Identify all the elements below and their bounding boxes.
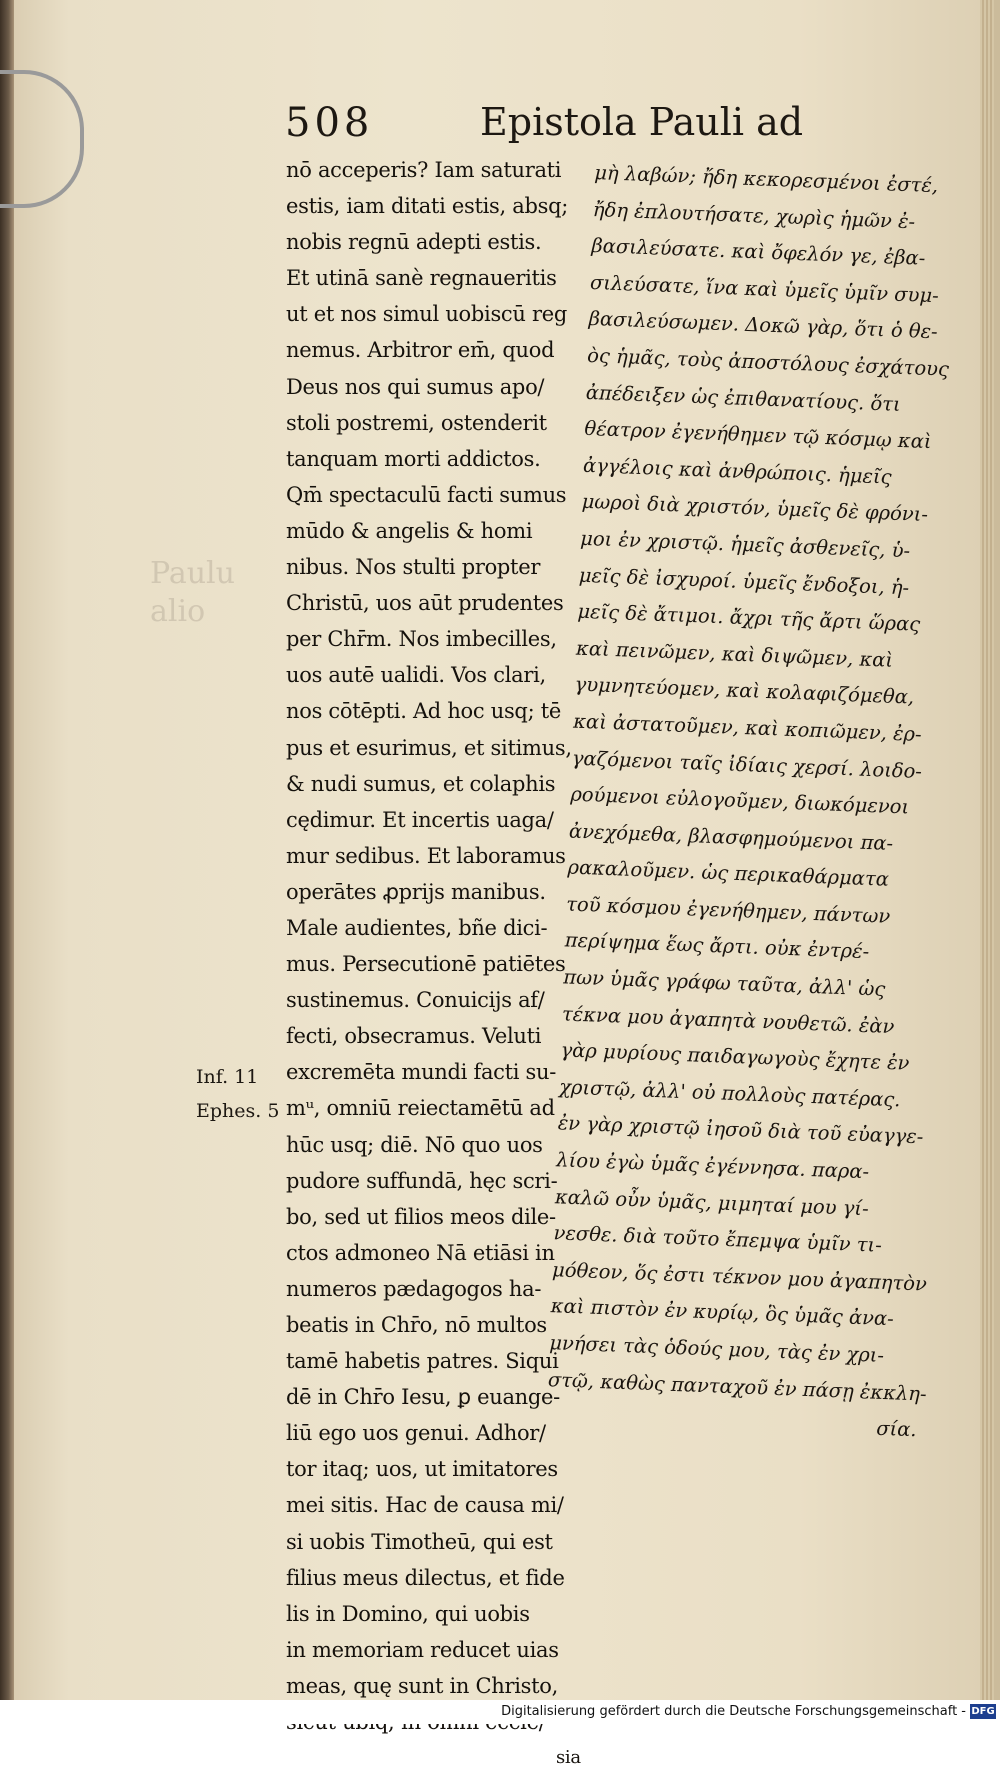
greek-line: γαζόμενοι ταῖς ἰδίαις χερσί. λοιδο- <box>571 746 923 783</box>
greek-line: τοῦ κόσμου ἐγενήθημεν, πάντων <box>565 892 891 928</box>
greek-line: μωροὶ διὰ χριστόν, ὑμεῖς δὲ φρόνι- <box>581 490 929 527</box>
greek-line: περίψημα ἕως ἄρτι. οὐκ ἐντρέ- <box>564 928 870 964</box>
greek-line: νεσθε. διὰ τοῦτο ἔπεμψα ὑμῖν τι- <box>553 1221 883 1258</box>
show-through-text <box>150 555 235 631</box>
latin-line: mᵘ, omniū reiectamētū ad <box>286 1096 555 1121</box>
greek-line-tail: σία. <box>875 1416 918 1442</box>
latin-line: nos cōtēpti. Ad hoc usq; tē <box>286 699 561 724</box>
margin-note: Inf. 11 <box>196 1066 259 1088</box>
latin-line: mus. Persecutionē patiētes <box>286 952 566 977</box>
latin-line: filius meus dilectus, et fide <box>286 1565 565 1590</box>
greek-line: πων ὑμᾶς γράφω ταῦτα, ἀλλ' ὡς <box>562 965 886 1001</box>
latin-line: sustinemus. Conuicijs af/ <box>286 988 545 1013</box>
dfg-logo: DFG <box>971 1706 995 1717</box>
latin-text-column <box>286 152 596 1776</box>
greek-line: καλῶ οὖν ὑμᾶς, μιμηταί μου γί- <box>554 1184 870 1220</box>
latin-line: bo, sed ut filios meos dile- <box>286 1204 556 1229</box>
latin-line: dē in Chr̄o Iesu, ꝑ euange- <box>286 1385 560 1410</box>
greek-line: ἤδη ἐπλουτήσατε, χωρὶς ἡμῶν ἐ- <box>592 197 916 233</box>
latin-line: nibus. Nos stulti propter <box>286 555 541 580</box>
latin-line: beatis in Chr̄o, nō multos <box>286 1313 547 1337</box>
latin-line: mei sitis. Hac de causa mi/ <box>286 1493 564 1518</box>
greek-line: θέατρον ἐγενήθημεν τῷ κόσμῳ καὶ <box>584 416 932 454</box>
latin-line: in memoriam reducet uias <box>286 1637 559 1662</box>
greek-text-column <box>546 155 995 1450</box>
latin-line: tanquam morti addictos. <box>286 446 541 471</box>
latin-line: uos autē ualidi. Vos clari, <box>286 663 546 688</box>
latin-line: hūc usq; diē. Nō quo uos <box>286 1132 543 1157</box>
latin-line: Qm̄ spectaculū facti sumus <box>286 482 567 507</box>
greek-line: βασιλεύσωμεν. Δοκῶ γὰρ, ὅτι ὁ θε- <box>588 307 939 344</box>
latin-line: pudore suffundā, hęc scri- <box>286 1168 558 1193</box>
latin-line: per Chr̄m. Nos imbecilles, <box>286 627 557 652</box>
greek-line: καὶ ἀστατοῦμεν, καὶ κοπιῶμεν, ἐρ- <box>572 709 923 746</box>
greek-line: ὸς ἡμᾶς, τοὺς ἀποστόλους ἐσχάτους <box>586 343 950 381</box>
greek-line: ἐν γὰρ χριστῷ ἰησοῦ διὰ τοῦ εὐαγγε- <box>557 1111 924 1149</box>
latin-line: si uobis Timotheū, qui est <box>286 1529 553 1554</box>
greek-line: μεῖς δὲ ἄτιμοι. ἄχρι τῆς ἄρτι ὥρας <box>577 599 921 636</box>
greek-line: βασιλεύσατε. καὶ ὄφελόν γε, ἐβα- <box>591 234 926 270</box>
latin-line: tamē habetis patres. Siqui <box>286 1349 559 1374</box>
margin-notes <box>196 1060 288 1128</box>
greek-line: μὴ λαβών; ἤδη κεκορεσμένοι ἐστέ, <box>593 160 939 198</box>
greek-line: μεῖς δὲ ἰσχυροί. ὑμεῖς ἔνδοξοι, ἡ- <box>578 563 910 599</box>
latin-line: numeros pædagogos ha- <box>286 1276 542 1301</box>
latin-line: tor itaq; uos, ut imitatores <box>286 1457 558 1482</box>
greek-line: ρούμενοι εὐλογοῦμεν, διωκόμενοι <box>570 782 910 819</box>
greek-line: ἀγγέλοις καὶ ἀνθρώποις. ἡμεῖς <box>582 453 892 489</box>
catchword: sia <box>556 1747 581 1769</box>
latin-line: lis in Domino, qui uobis <box>286 1601 530 1626</box>
page-number: 508 <box>285 100 374 146</box>
greek-line: μόθεον, ὅς ἐστι τέκνον μου ἀγαπητὸν <box>551 1257 928 1296</box>
latin-line: & nudi sumus, et colaphis <box>286 771 556 796</box>
greek-line: μοι ἐν χριστῷ. ἡμεῖς ἀσθενεῖς, ὑ- <box>579 526 911 563</box>
show-through-line: alio <box>150 594 206 629</box>
greek-line: λίου ἐγὼ ὑμᾶς ἐγέννησα. παρα- <box>555 1148 870 1184</box>
latin-line: Male audientes, bñe dici- <box>286 915 548 940</box>
latin-line: nemus. Arbitror em̄, quod <box>286 338 555 363</box>
footer-credit: Digitalisierung gefördert durch die Deutsche Forschungsgemeinschaft - <box>501 1704 966 1719</box>
latin-line: Et utinā sanè regnaueritis <box>286 266 557 291</box>
greek-line: ρακαλοῦμεν. ὡς περικαθάρματα <box>567 855 890 892</box>
running-title: Epistola Pauli ad <box>480 100 804 144</box>
greek-line: τέκνα μου ἀγαπητὰ νουθετῶ. ἐὰν <box>561 1002 895 1038</box>
latin-line: estis, iam ditati estis, absq; <box>286 194 569 219</box>
book-binding <box>0 0 14 1700</box>
margin-note: Ephes. 5 <box>196 1100 280 1122</box>
latin-line: nō acceperis? Iam saturati <box>286 158 562 182</box>
greek-line: γυμνητεύομεν, καὶ κολαφιζόμεθα, <box>574 672 915 709</box>
greek-line: καὶ πιστὸν ἐν κυρίῳ, ὃς ὑμᾶς ἀνα- <box>550 1294 895 1331</box>
digitization-footer <box>0 1700 1000 1724</box>
latin-line: cędimur. Et incertis uaga/ <box>286 807 554 832</box>
running-head <box>285 100 805 160</box>
greek-line: καὶ πεινῶμεν, καὶ διψῶμεν, καὶ <box>575 636 894 672</box>
latin-line: ctos admoneo Nā etiāsi in <box>286 1240 555 1265</box>
latin-line: excremēta mundi facti su- <box>286 1060 557 1085</box>
greek-line: ἀπέδειξεν ὡς ἐπιθανατίους. ὅτι <box>585 380 902 416</box>
greek-line: χριστῷ, ἀλλ' οὐ πολλοὺς πατέρας. <box>558 1075 901 1112</box>
latin-line: meas, quę sunt in Christo, <box>286 1673 558 1698</box>
latin-line: liū ego uos genui. Adhor/ <box>286 1421 546 1446</box>
latin-line: mūdo & angelis & homi <box>286 518 533 543</box>
latin-line: pus et esurimus, et sitimus, <box>286 735 572 760</box>
greek-line: ἀνεχόμεθα, βλασφημούμενοι πα- <box>568 819 894 855</box>
latin-line: Deus nos qui sumus apo/ <box>286 374 545 399</box>
greek-line: στῷ, καθὼς πανταχοῦ ἐν πάσῃ ἐκκλη- <box>547 1367 928 1406</box>
greek-line: γὰρ μυρίους παιδαγωγοὺς ἔχητε ἐν <box>560 1038 910 1075</box>
latin-line: mur sedibus. Et laboramus <box>286 843 566 868</box>
greek-line: μνήσει τὰς ὁδούς μου, τὰς ἐν χρι- <box>548 1331 885 1367</box>
greek-line: σιλεύσατε, ἵνα καὶ ὑμεῖς ὑμῖν συμ- <box>589 270 940 308</box>
latin-line: fecti, obsecramus. Veluti <box>286 1024 542 1049</box>
latin-line: nobis regnū adepti estis. <box>286 230 542 255</box>
latin-line: stoli postremi, ostenderit <box>286 410 547 435</box>
latin-line: Christū, uos aūt prudentes <box>286 591 564 616</box>
show-through-line: Paulu <box>150 556 235 591</box>
latin-line: ut et nos simul uobiscū reg <box>286 302 567 327</box>
latin-line: operātes ꝓprijs manibus. <box>286 879 546 904</box>
